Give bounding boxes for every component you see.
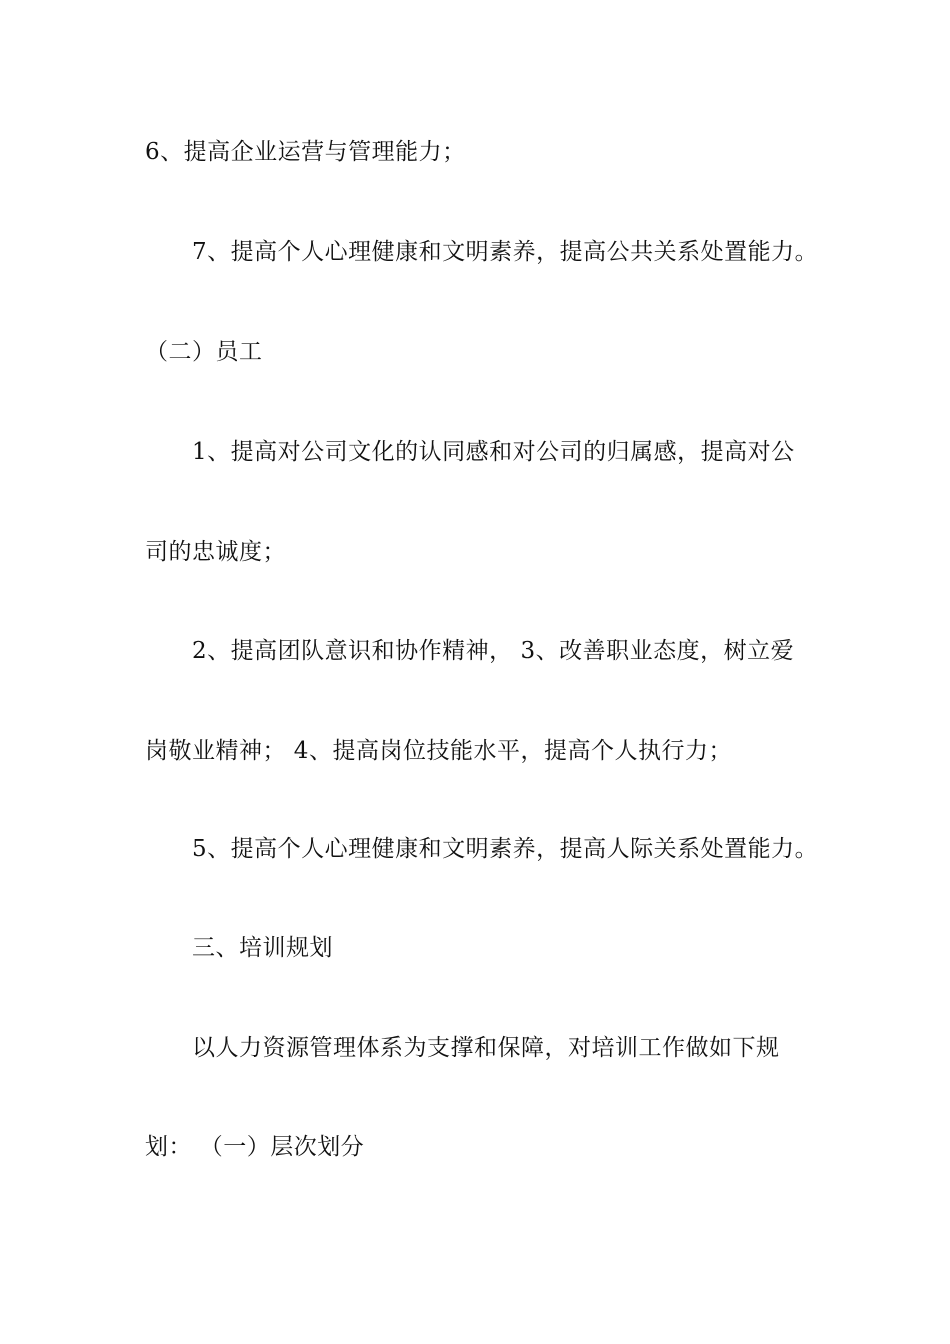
text-line-items-3-4: 岗敬业精神； 4、提高岗位技能水平，提高个人执行力； — [145, 738, 732, 764]
text-line-item-1-end: 司的忠诚度； — [145, 539, 286, 565]
text-line-item-5: 5、提高个人心理健康和文明素养，提高人际关系处置能力。 — [192, 836, 819, 862]
section-heading-employees: （二）员工 — [145, 339, 263, 365]
section-heading-training-plan: 三、培训规划 — [192, 935, 333, 961]
text-line-items-2-3-start: 2、提高团队意识和协作精神， 3、改善职业态度，树立爱 — [192, 638, 795, 664]
text-line-item-6: 6、提高企业运营与管理能力； — [145, 139, 466, 165]
paragraph-plan-intro-start: 以人力资源管理体系为支撑和保障，对培训工作做如下规 — [192, 1035, 780, 1061]
text-line-item-1-start: 1、提高对公司文化的认同感和对公司的归属感，提高对公 — [192, 439, 795, 465]
text-line-item-7: 7、提高个人心理健康和文明素养，提高公共关系处置能力。 — [192, 239, 819, 265]
paragraph-plan-intro-end: 划： （一）层次划分 — [145, 1134, 365, 1160]
